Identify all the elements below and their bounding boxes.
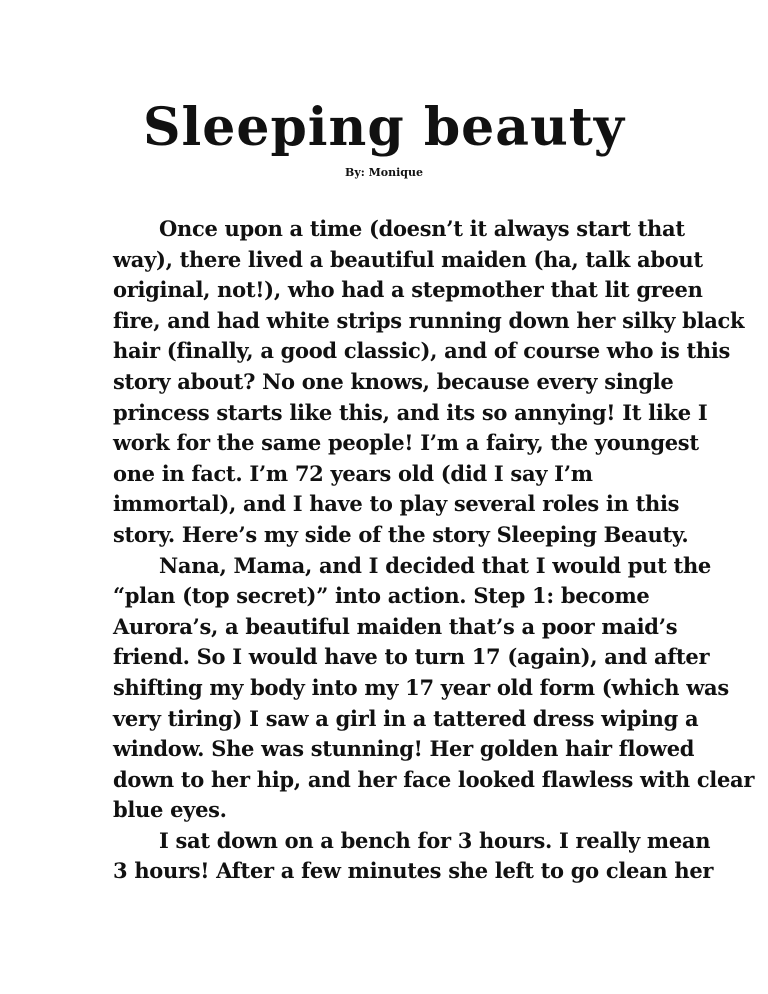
author-byline: By: Monique [345,166,423,179]
text-line: down to her hip, and her face looked flawless with clear [113,766,755,792]
story-title: Sleeping beauty [142,97,626,158]
text-line: I sat down on a bench for 3 hours. I really mean [159,827,711,853]
text-line: princess starts like this, and its so annying! It like I [113,399,708,425]
text-line: one in fact. I’m 72 years old (did I say I’m [113,460,593,486]
text-line: window. She was stunning! Her golden hair flowed [113,736,695,762]
text-line: hair (finally, a good classic), and of course who is this [113,338,731,364]
text-line: work for the same people! I’m a fairy, the youngest [113,430,699,456]
text-line: original, not!), who had a stepmother that lit green [113,277,703,303]
text-line: Once upon a time (doesn’t it always start that [159,216,685,241]
text-line: blue eyes. [113,797,227,823]
text-line: fire, and had white strips running down her silky black [113,307,745,333]
text-line: Aurora’s, a beautiful maiden that’s a poor maid’s [113,613,678,639]
text-line: story. Here’s my side of the story Sleeping Beauty. [113,521,689,547]
text-line: 3 hours! After a few minutes she left to go clean her [113,858,714,884]
text-line: very tiring) I saw a girl in a tattered dress wiping a [113,705,699,731]
text-line: Nana, Mama, and I decided that I would put the [159,552,711,578]
text-line: friend. So I would have to turn 17 (again), and after [113,644,710,670]
text-line: shifting my body into my 17 year old form (which was [113,674,729,700]
story-body [113,214,755,887]
text-line: way), there lived a beautiful maiden (ha, talk about [113,246,703,272]
text-line: “plan (top secret)” into action. Step 1: become [113,583,650,609]
text-line: story about? No one knows, because every single [113,368,674,394]
text-line: immortal), and I have to play several roles in this [113,491,680,517]
